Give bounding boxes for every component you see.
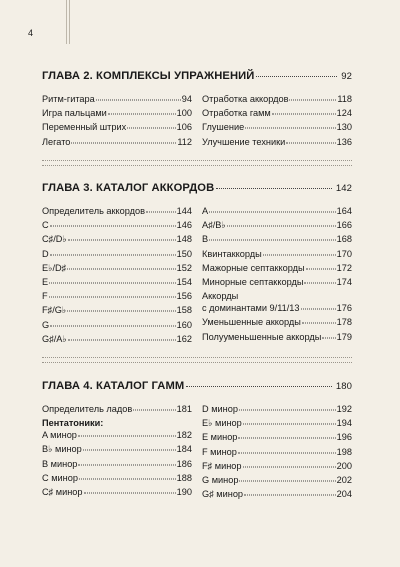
toc-entry-label: F минор — [202, 446, 237, 457]
toc-entry[interactable] — [202, 206, 352, 220]
toc-entry-label: B минор — [42, 458, 78, 469]
toc-entry-label: G♯/A♭ — [42, 333, 67, 344]
toc-entry[interactable] — [42, 277, 192, 291]
toc-entry-label: F — [42, 291, 48, 302]
toc-entry-page: 188 — [176, 472, 192, 483]
leader-dots — [50, 254, 176, 255]
toc-entry-label: F♯ минор — [202, 460, 242, 471]
toc-entry[interactable] — [202, 108, 352, 122]
toc-entry[interactable] — [202, 137, 352, 151]
leader-dots — [71, 142, 176, 143]
toc-entry-label: C♯ минор — [42, 486, 83, 497]
toc-entry[interactable] — [202, 461, 352, 475]
leader-dots — [50, 226, 176, 227]
toc-entry-label: A минор — [42, 430, 77, 441]
leader-dots — [304, 282, 335, 283]
toc-entry-label: Ритм-гитара — [42, 94, 95, 104]
leader-dots — [289, 100, 336, 101]
toc-entry[interactable] — [42, 94, 192, 108]
toc-entry-page: 112 — [177, 136, 192, 147]
leader-dots — [238, 452, 336, 453]
leader-dots — [244, 495, 336, 496]
toc-entry-page: 200 — [336, 460, 352, 471]
chapter-title: ГЛАВА 2. КОМПЛЕКСЫ УПРАЖНЕНИЙ — [42, 70, 255, 82]
margin-rule — [66, 0, 67, 44]
toc-entry[interactable] — [202, 249, 352, 263]
toc-entry-label: Минорные септаккорды — [202, 276, 304, 287]
leader-dots — [263, 254, 336, 255]
toc-entry-label: Легато — [42, 136, 71, 147]
leader-dots — [133, 410, 175, 411]
toc-entry-page: 176 — [336, 303, 352, 314]
toc-entry-page: 186 — [176, 458, 192, 469]
leader-dots — [243, 466, 336, 467]
toc-entry[interactable] — [42, 334, 192, 348]
toc-entry-page: 168 — [336, 234, 352, 245]
toc-entry-label: E♭ минор — [202, 418, 242, 429]
toc-entry-label: C♯/D♭ — [42, 234, 67, 245]
leader-dots — [238, 438, 335, 439]
toc-section-chapter-2 — [42, 70, 352, 151]
leader-dots — [322, 337, 335, 338]
toc-entry[interactable] — [42, 206, 192, 220]
toc-entry-label: Определитель аккордов — [42, 206, 146, 216]
toc-entry-label: с доминантами 9/11/13 — [202, 303, 300, 314]
toc-entry[interactable] — [42, 473, 192, 487]
toc-entry-label: C — [42, 220, 49, 231]
toc-entry-label: D — [42, 248, 49, 259]
leader-dots — [306, 268, 336, 269]
toc-entry-page: 160 — [176, 319, 192, 330]
toc-entry[interactable] — [202, 447, 352, 461]
leader-dots — [186, 386, 332, 387]
toc-entry-page: 190 — [176, 486, 192, 497]
toc-entry-label: E♭/D♯ — [42, 262, 67, 273]
chapter-heading[interactable] — [42, 182, 352, 194]
toc-entry-page: 144 — [176, 206, 192, 216]
leader-dots — [96, 100, 181, 101]
leader-dots — [227, 226, 336, 227]
leader-dots — [245, 128, 335, 129]
toc-entry-label: D минор — [202, 404, 238, 414]
toc-entry-page: 100 — [176, 108, 192, 119]
toc-entry-page: 204 — [336, 489, 352, 500]
toc-entry-label: G♯ минор — [202, 489, 244, 500]
toc-entry-label: Пентатоники: — [42, 418, 104, 429]
toc-entry-label: Отработка аккордов — [202, 94, 289, 104]
toc-entry[interactable] — [42, 404, 192, 418]
toc-entry-label: Квинтаккорды — [202, 248, 262, 259]
leader-dots — [209, 212, 336, 213]
toc-column-right — [202, 404, 352, 503]
chapter-page: 180 — [335, 381, 352, 392]
leader-dots — [108, 114, 176, 115]
toc-entry[interactable] — [42, 263, 192, 277]
toc-entry[interactable] — [202, 94, 352, 108]
toc-entry-page: 158 — [176, 305, 192, 316]
toc-entry-page: 154 — [176, 276, 192, 287]
toc-entry[interactable] — [42, 444, 192, 458]
toc-entry-page: 152 — [176, 262, 192, 273]
toc-entry[interactable] — [202, 489, 352, 503]
toc-entry-label: Уменьшенные аккорды — [202, 317, 301, 328]
toc-entry-label: B♭ минор — [42, 444, 82, 455]
leader-dots — [68, 339, 176, 340]
leader-dots — [78, 464, 175, 465]
toc-column-right — [202, 94, 352, 151]
chapter-title: ГЛАВА 4. КАТАЛОГ ГАММ — [42, 380, 185, 392]
toc-entry-page: 162 — [176, 333, 192, 344]
leader-dots — [272, 114, 336, 115]
toc-entry-page: 148 — [176, 234, 192, 245]
toc-section-chapter-3 — [42, 182, 352, 348]
toc-entry-label: Отработка гамм — [202, 108, 271, 119]
toc-entry-page: 178 — [336, 317, 352, 328]
toc-entry-label: E минор — [202, 432, 238, 443]
toc-entry-label: Переменный штрих — [42, 122, 127, 133]
toc-entry-page: 164 — [336, 206, 352, 216]
toc-entry[interactable] — [42, 291, 192, 305]
toc-entry-label: Глушение — [202, 122, 245, 133]
toc-entry-label: A — [202, 206, 209, 216]
chapter-page: 142 — [335, 183, 352, 194]
leader-dots — [67, 268, 175, 269]
toc-entry-page: 136 — [336, 136, 352, 147]
toc-entry-label: G минор — [202, 474, 239, 485]
leader-dots — [301, 309, 336, 310]
toc-entry[interactable] — [202, 475, 352, 489]
toc-entry-label: Полууменьшенные аккорды — [202, 331, 322, 342]
toc-entry-label: F♯/G♭ — [42, 305, 67, 316]
section-divider — [42, 357, 352, 363]
toc-entry-label: Игра пальцами — [42, 108, 107, 119]
toc-entry[interactable] — [202, 432, 352, 446]
toc-entry-page: 179 — [336, 331, 352, 342]
leader-dots — [302, 323, 336, 324]
toc-entry[interactable] — [42, 234, 192, 248]
leader-dots — [239, 410, 336, 411]
leader-dots — [68, 240, 176, 241]
toc-entry-page: 156 — [176, 291, 192, 302]
toc-column-left — [42, 404, 192, 503]
toc-entry[interactable] — [202, 332, 352, 346]
toc-entry[interactable] — [42, 220, 192, 234]
leader-dots — [256, 76, 337, 77]
chapter-heading[interactable] — [42, 380, 352, 392]
toc-section-chapter-4 — [42, 380, 352, 503]
toc-entry[interactable] — [42, 430, 192, 444]
leader-dots — [67, 311, 175, 312]
toc-entry-page: 192 — [336, 404, 352, 414]
chapter-title: ГЛАВА 3. КАТАЛОГ АККОРДОВ — [42, 182, 215, 194]
toc-entry-page: 202 — [336, 474, 352, 485]
chapter-page: 92 — [341, 71, 352, 82]
leader-dots — [146, 212, 176, 213]
leader-dots — [239, 480, 335, 481]
toc-entry[interactable] — [202, 404, 352, 418]
toc-entry-page: 166 — [336, 220, 352, 231]
toc-column-left — [42, 206, 192, 348]
toc-entry[interactable] — [42, 305, 192, 319]
page-number: 4 — [28, 28, 34, 38]
toc-entry-page: 124 — [336, 108, 352, 119]
toc-entry[interactable] — [42, 320, 192, 334]
toc-entry-label: Мажорные септаккорды — [202, 262, 305, 273]
toc-column-right — [202, 206, 352, 348]
toc-entry[interactable] — [42, 137, 192, 151]
leader-dots — [49, 297, 176, 298]
toc-subheading — [42, 418, 192, 430]
toc-entry[interactable] — [202, 317, 352, 331]
toc-entry[interactable] — [202, 303, 352, 317]
leader-dots — [83, 450, 176, 451]
toc-entry-page: 174 — [336, 276, 352, 287]
toc-subheading — [202, 291, 352, 303]
section-divider — [42, 160, 352, 166]
leader-dots — [243, 424, 336, 425]
toc-entry[interactable] — [202, 220, 352, 234]
toc-entry-label: G — [42, 319, 50, 330]
leader-dots — [127, 128, 175, 129]
toc-entry[interactable] — [202, 277, 352, 291]
toc-entry-label: B — [202, 234, 209, 245]
toc-entry-page: 196 — [336, 432, 352, 443]
leader-dots — [286, 142, 335, 143]
leader-dots — [84, 492, 176, 493]
toc-entry[interactable] — [42, 487, 192, 501]
toc-entry[interactable] — [42, 122, 192, 136]
toc-entry-page: 94 — [181, 94, 192, 104]
toc-entry[interactable] — [202, 263, 352, 277]
leader-dots — [79, 478, 176, 479]
leader-dots — [49, 282, 176, 283]
toc-entry-page: 172 — [336, 262, 352, 273]
toc-entry-page: 146 — [176, 220, 192, 231]
chapter-heading[interactable] — [42, 70, 352, 82]
toc-entry[interactable] — [42, 249, 192, 263]
toc-entry-label: C минор — [42, 472, 78, 483]
margin-rule — [69, 0, 70, 44]
toc-entry-label: Улучшение техники — [202, 136, 286, 147]
leader-dots — [209, 240, 336, 241]
toc-column-left — [42, 94, 192, 151]
toc-entry-page: 182 — [176, 430, 192, 441]
toc-entry-label: A♯/B♭ — [202, 220, 226, 231]
toc-entry-page: 194 — [336, 418, 352, 429]
toc-entry[interactable] — [202, 418, 352, 432]
toc-entry-label: E — [42, 276, 49, 287]
toc-entry-page: 184 — [176, 444, 192, 455]
toc-entry-page: 130 — [336, 122, 352, 133]
leader-dots — [78, 436, 176, 437]
toc-entry-page: 150 — [176, 248, 192, 259]
toc-entry[interactable] — [202, 122, 352, 136]
toc-entry-label: Аккорды — [202, 291, 239, 302]
toc-entry-page: 198 — [336, 446, 352, 457]
toc-entry-page: 106 — [176, 122, 192, 133]
leader-dots — [50, 325, 176, 326]
toc-entry-page: 118 — [337, 94, 352, 104]
toc-entry-page: 181 — [176, 404, 192, 414]
toc-entry[interactable] — [42, 459, 192, 473]
leader-dots — [216, 188, 332, 189]
toc-entry[interactable] — [202, 234, 352, 248]
toc-entry[interactable] — [42, 108, 192, 122]
toc-entry-page: 170 — [336, 248, 352, 259]
toc-entry-label: Определитель ладов — [42, 404, 133, 414]
